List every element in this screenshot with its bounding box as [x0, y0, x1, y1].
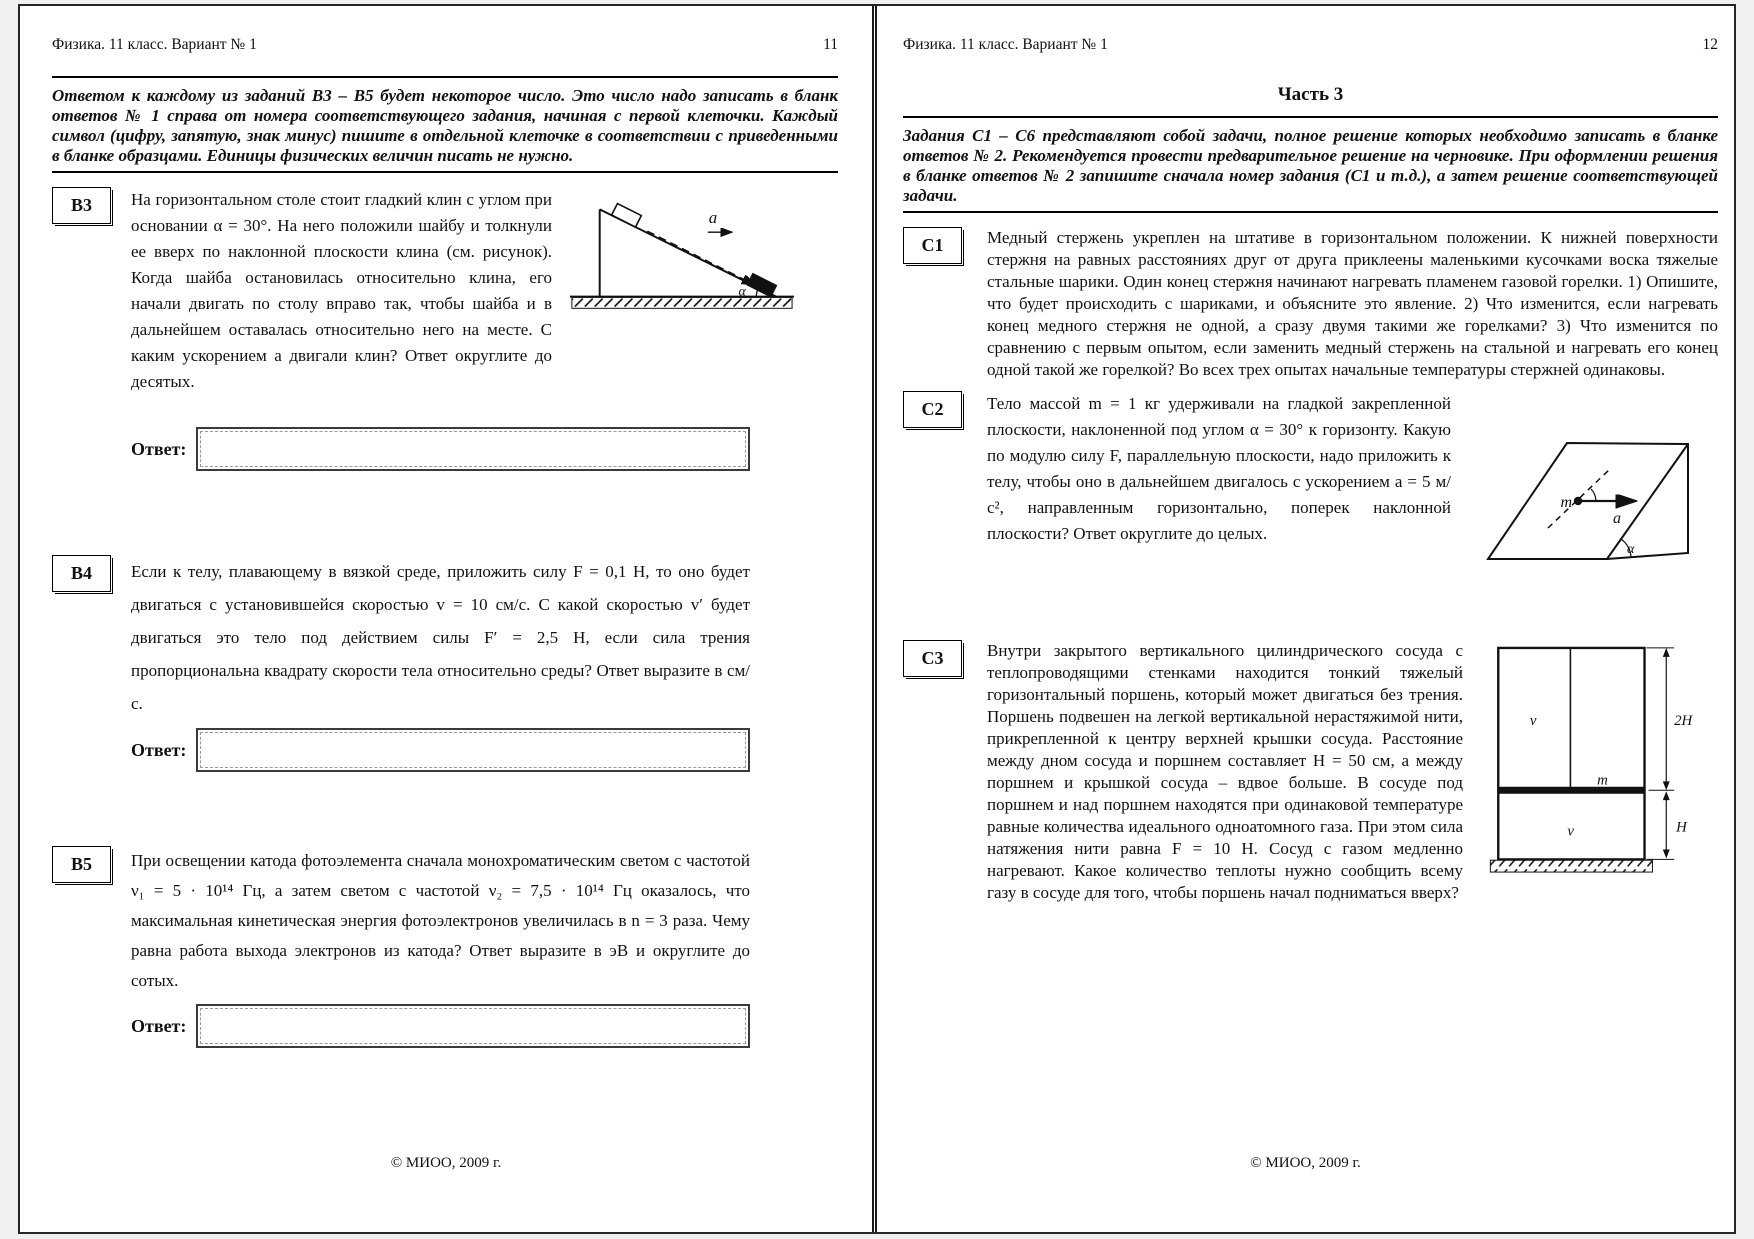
answer-label: Ответ:	[131, 1015, 187, 1036]
page-header-title: Физика. 11 класс. Вариант № 1	[903, 36, 1108, 53]
dim-arrow-down	[1663, 781, 1670, 790]
task-b4-content	[131, 555, 750, 772]
task-b4-body	[131, 555, 750, 720]
page-number: 11	[823, 36, 838, 53]
task-b5	[52, 846, 838, 1048]
answer-row-b5	[131, 1004, 750, 1048]
section-title-part-3: Часть 3	[1277, 84, 1344, 105]
task-b3	[52, 187, 838, 471]
task-c1-content	[987, 227, 1718, 381]
task-c2-text: Тело массой m = 1 кг удерживали на гладкой закрепленной плоскости, наклоненной под углом α = 30° к горизонту. Какую по модулю силу F, параллельную плоскости, надо приложить к телу, чтобы оно в дальнейшем двигалось с ускорением a = 5 м/с², направленным горизонтально, поперек наклонной плоскости? Ответ округлите до целых.	[987, 394, 1451, 543]
page-12	[877, 6, 1734, 1232]
ground-hatching	[1490, 860, 1652, 872]
acceleration-label: a⃗	[708, 208, 731, 228]
task-b5-body	[131, 846, 750, 996]
task-b4-label: В4	[70, 563, 92, 583]
instructions-b-block: Ответом к каждому из заданий В3 – В5 будет некоторое число. Это число надо записать в бланк ответов № 1 справа от номера соответствующего задания, начиная с первой клеточки. Каждый символ (цифру, запятую, знак минус) пишите в отдельной клеточке в соответствии с приведенными в бланке образцами. Единицы физических величин писать не нужно.	[52, 86, 838, 165]
angle-arc-at-mass	[1591, 489, 1596, 501]
task-c3-label: С3	[921, 648, 944, 668]
answer-box-inner	[200, 1008, 746, 1044]
task-b4-label-box	[52, 555, 111, 592]
page-number: 12	[1702, 36, 1718, 53]
dim-arrow-up	[1663, 648, 1670, 657]
task-c3-text: Внутри закрытого вертикального цилиндрического сосуда с теплопроводящими стенками находится тонкий тяжелый горизонтальный поршень, который может двигаться без трения. Поршень подвешен на легкой вертикальной нерастяжимой нити, прикрепленной к центру верхней крышки сосуда. Расстояние между дном сосуда и поршнем составляет H = 50 см, а между поршнем и крышкой сосуда – вдвое больше. В сосуде под поршнем и над поршнем находятся при одинаковой температуре равные количества идеального одноатомного газа. При этом сила натяжения нити равна F = 10 Н. Сосуд с газом медленно нагревают. Какое количество теплоты нужно сообщить всему газу в сосуде для того, чтобы поршень начал подниматься вверх?	[987, 641, 1463, 902]
task-c3-content	[987, 640, 1718, 904]
dim-label-h: H	[1676, 819, 1687, 836]
task-c2	[903, 391, 1718, 632]
horizontal-rule	[52, 171, 838, 173]
instructions-c-block: Задания С1 – С6 представляют собой задачи, полное решение которых необходимо записать в бланке ответов № 2. Рекомендуется провести предварительное решение на черновике. При оформлении решения в бланке ответов № 2 запишите сначала номер задания (С1 и т.д.), а затем решение соответствующей задачи.	[903, 126, 1718, 205]
task-b3-label: В3	[70, 195, 92, 215]
task-b4	[52, 555, 838, 772]
alpha-label: α	[1627, 542, 1635, 557]
page-11	[20, 6, 872, 1232]
task-b5-text: При освещении катода фотоэлемента сначала монохроматическим светом с частотой ν₁ = 5 · 10¹⁴ Гц, а затем светом с частотой ν₂ = 7,5 · 10¹⁴ Гц оказалось, что максимальная кинетическая энергия фотоэлектронов увеличилась в n = 3 раза. Чему равна работа выхода электронов из катода? Ответ выразите в эВ и округлите до сотых.	[131, 851, 750, 990]
horizontal-rule	[52, 76, 838, 78]
task-c1	[903, 227, 1718, 381]
page-header	[903, 36, 1718, 54]
dim-arrow-down-2	[1663, 850, 1670, 859]
horizontal-rule	[903, 211, 1718, 213]
task-b5-label: В5	[70, 854, 92, 874]
page-footer-copyright: © МИОО, 2009 г.	[390, 1155, 502, 1171]
dim-arrow-up-2	[1663, 791, 1670, 800]
answer-row-b4	[131, 728, 750, 772]
horizontal-rule	[903, 116, 1718, 118]
task-c1-body	[987, 227, 1718, 381]
task-c2-body	[987, 391, 1718, 557]
task-c3	[903, 640, 1718, 904]
alpha-label: α	[738, 284, 746, 300]
answer-box-b5	[196, 1004, 750, 1048]
task-c1-label-box	[903, 227, 962, 264]
dim-label-2h: 2H	[1674, 713, 1693, 730]
slope-dashed-line	[647, 231, 752, 284]
gas-amount-top-label: ν	[1529, 713, 1537, 730]
task-b3-body	[131, 187, 750, 395]
figure-wedge-diagram	[564, 187, 800, 315]
task-c2-label: С2	[921, 399, 944, 419]
task-b5-label-box	[52, 846, 111, 883]
answer-label: Ответ:	[131, 739, 187, 760]
task-b4-text: Если к телу, плавающему в вязкой среде, приложить силу F = 0,1 Н, то оно будет двигаться с установившейся скоростью v = 10 см/с. С какой скоростью v′ будет двигаться это тело под действием силы F′ = 2,5 Н, если сила трения пропорциональна квадрату скорости тела относительно среды? Ответ выразите в см/с.	[131, 562, 750, 713]
answer-box-inner	[200, 732, 746, 768]
ground-hatching	[572, 297, 792, 308]
task-c3-body	[987, 640, 1718, 904]
page-header-title: Физика. 11 класс. Вариант № 1	[52, 36, 257, 53]
page-footer-copyright: © МИОО, 2009 г.	[1250, 1155, 1361, 1171]
answer-box-b4	[196, 728, 750, 772]
answer-label: Ответ:	[131, 438, 187, 459]
figure-cylinder-piston-diagram	[1477, 642, 1732, 894]
book-spread	[18, 4, 1736, 1234]
task-b3-content	[131, 187, 750, 471]
task-c1-text: Медный стержень укреплен на штативе в горизонтальном положении. К нижней поверхности стержня на равных расстояниях друг от друга приклеены маленькими кусочками воска тяжелые стальные шарики. Один конец стержня начинают нагревать пламенем газовой горелки. 1) Опишите, что будет происходить с шариками, и объясните это явление. 2) Что изменится, если нагревать конец медного стержня не одной, а сразу двумя такими же горелками? 3) Что изменится по сравнению с первым опытом, если заменить медный стержень на стальной и нагревать его конец одной такой же горелкой? Во всех трех опытах начальные температуры стержней одинаковы.	[987, 228, 1718, 379]
acceleration-label: a⃗	[1613, 510, 1634, 527]
task-c2-content	[987, 391, 1718, 632]
answer-box-inner	[200, 431, 746, 467]
mass-label: m	[1560, 494, 1572, 511]
task-c3-label-box	[903, 640, 962, 677]
task-b3-label-box	[52, 187, 111, 224]
task-b5-content	[131, 846, 750, 1048]
piston-mass-label: m	[1597, 772, 1608, 789]
answer-row-b3	[131, 427, 750, 471]
figure-inclined-plane-diagram	[1465, 381, 1720, 586]
page-header	[52, 36, 838, 54]
puck-final-block	[747, 273, 777, 297]
gas-amount-bottom-label: ν	[1567, 823, 1575, 840]
task-b3-text: На горизонтальном столе стоит гладкий клин с углом при основании α = 30°. На него положили шайбу и толкнули ее вверх по наклонной плоскости клина (см. рисунок). Когда шайба остановилась относительно клина, его начали двигать по столу вправо так, чтобы шайба и в дальнейшем оставалась относительно него на месте. С каким ускорением a двигали клин? Ответ округлите до десятых.	[131, 190, 552, 391]
task-c2-label-box	[903, 391, 962, 428]
answer-box-b3	[196, 427, 750, 471]
task-c1-label: С1	[921, 235, 944, 255]
